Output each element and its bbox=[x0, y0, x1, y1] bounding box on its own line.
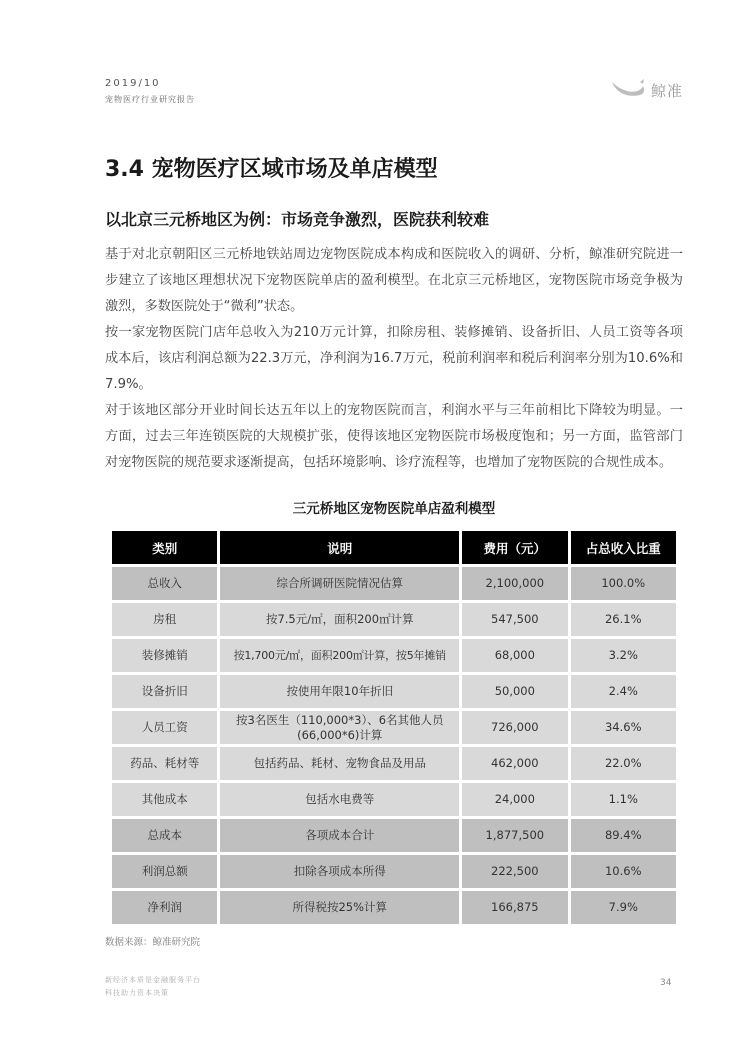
cell-cost: 462,000 bbox=[462, 747, 567, 780]
cell-cost: 50,000 bbox=[462, 675, 567, 708]
cell-cost: 2,100,000 bbox=[462, 567, 567, 600]
cell-percentage: 22.0% bbox=[571, 747, 676, 780]
table-row bbox=[112, 711, 676, 744]
table-row bbox=[112, 567, 676, 600]
cell-description bbox=[220, 711, 459, 744]
report-name: 宠物医疗行业研究报告 bbox=[105, 95, 195, 104]
cell-description-line-1: 按3名医生（110,000*3）、6名其他人员 bbox=[236, 712, 444, 727]
cell-category: 设备折旧 bbox=[112, 675, 217, 708]
report-date: 2019/10 bbox=[105, 78, 161, 89]
cell-cost: 222,500 bbox=[462, 855, 567, 888]
header-category: 类别 bbox=[112, 531, 217, 564]
cell-cost: 166,875 bbox=[462, 891, 567, 924]
cell-description: 包括水电费等 bbox=[220, 783, 459, 816]
cell-percentage: 89.4% bbox=[571, 819, 676, 852]
cell-category: 房租 bbox=[112, 603, 217, 636]
paragraph-3: 对于该地区部分开业时间长达五年以上的宠物医院而言，利润水平与三年前相比下降较为明显。一方面，过去三年连锁医院的大规模扩张，使得该地区宠物医院市场极度饱和；另一方面，监管部门对宠物医院的规范要求逐渐提高，包括环境影响、诊疗流程等，也增加了宠物医院的合规性成本。 bbox=[105, 403, 683, 470]
cell-description: 按1,700元/㎡，面积200㎡计算，按5年摊销 bbox=[220, 639, 459, 672]
footer-slogan-2: 科技助力资本决策 bbox=[105, 989, 169, 997]
cell-percentage: 1.1% bbox=[571, 783, 676, 816]
footer-slogan-1: 新经济本质是金融服务平台 bbox=[105, 976, 201, 984]
data-source-note: 数据来源：鲸准研究院 bbox=[105, 937, 201, 948]
cell-percentage: 100.0% bbox=[571, 567, 676, 600]
cell-description: 各项成本合计 bbox=[220, 819, 459, 852]
section-subtitle: 以北京三元桥地区为例：市场竞争激烈，医院获利较难 bbox=[105, 210, 490, 229]
paragraph-1: 基于对北京朝阳区三元桥地铁站周边宠物医院成本构成和医院收入的调研、分析，鲸准研究院进一步建立了该地区理想状况下宠物医院单店的盈利模型。在北京三元桥地区，宠物医院市场竞争极为激烈，多数医院处于“微利”状态。 bbox=[105, 247, 683, 314]
cell-cost: 726,000 bbox=[462, 711, 567, 744]
table-row bbox=[112, 855, 676, 888]
header-percentage: 占总收入比重 bbox=[571, 531, 676, 564]
table-row bbox=[112, 783, 676, 816]
header-cost: 费用（元） bbox=[462, 531, 567, 564]
cell-description-line-2: (66,000*6)计算 bbox=[297, 727, 383, 742]
cell-percentage: 10.6% bbox=[571, 855, 676, 888]
cell-percentage: 34.6% bbox=[571, 711, 676, 744]
cell-description: 按7.5元/㎡，面积200㎡计算 bbox=[220, 603, 459, 636]
page-number: 34 bbox=[660, 978, 672, 988]
cell-description: 包括药品、耗材、宠物食品及用品 bbox=[220, 747, 459, 780]
cell-description: 按使用年限10年折旧 bbox=[220, 675, 459, 708]
cell-cost: 24,000 bbox=[462, 783, 567, 816]
cell-percentage: 3.2% bbox=[571, 639, 676, 672]
table-row bbox=[112, 675, 676, 708]
cell-category: 利润总额 bbox=[112, 855, 217, 888]
brand-name: 鲸准 bbox=[651, 81, 684, 100]
table-row bbox=[112, 639, 676, 672]
cell-category: 装修摊销 bbox=[112, 639, 217, 672]
cell-category: 人员工资 bbox=[112, 711, 217, 744]
table-row bbox=[112, 819, 676, 852]
cell-cost: 547,500 bbox=[462, 603, 567, 636]
table-header-row bbox=[112, 531, 676, 564]
table-row bbox=[112, 891, 676, 924]
cell-category: 净利润 bbox=[112, 891, 217, 924]
header-description: 说明 bbox=[220, 531, 459, 564]
cell-description: 所得税按25%计算 bbox=[220, 891, 459, 924]
paragraph-2: 按一家宠物医院门店年总收入为210万元计算，扣除房租、装修摊销、设备折旧、人员工资等各项成本后，该店利润总额为22.3万元，净利润为16.7万元，税前利润率和税后利润率分别为10.6%和7.9%。 bbox=[105, 325, 683, 392]
cell-cost: 1,877,500 bbox=[462, 819, 567, 852]
cell-percentage: 7.9% bbox=[571, 891, 676, 924]
cell-category: 总收入 bbox=[112, 567, 217, 600]
cell-percentage: 26.1% bbox=[571, 603, 676, 636]
cell-percentage: 2.4% bbox=[571, 675, 676, 708]
table-row bbox=[112, 747, 676, 780]
cell-description: 综合所调研医院情况估算 bbox=[220, 567, 459, 600]
section-title: 3.4 宠物医疗区域市场及单店模型 bbox=[105, 157, 438, 182]
table-row bbox=[112, 603, 676, 636]
cell-category: 药品、耗材等 bbox=[112, 747, 217, 780]
cell-category: 总成本 bbox=[112, 819, 217, 852]
brand-logo bbox=[610, 78, 683, 102]
cell-category: 其他成本 bbox=[112, 783, 217, 816]
cell-cost: 68,000 bbox=[462, 639, 567, 672]
cell-description: 扣除各项成本所得 bbox=[220, 855, 459, 888]
whale-logo-icon bbox=[610, 78, 646, 102]
table-caption: 三元桥地区宠物医院单店盈利模型 bbox=[292, 501, 496, 517]
profit-model-table bbox=[109, 528, 679, 927]
